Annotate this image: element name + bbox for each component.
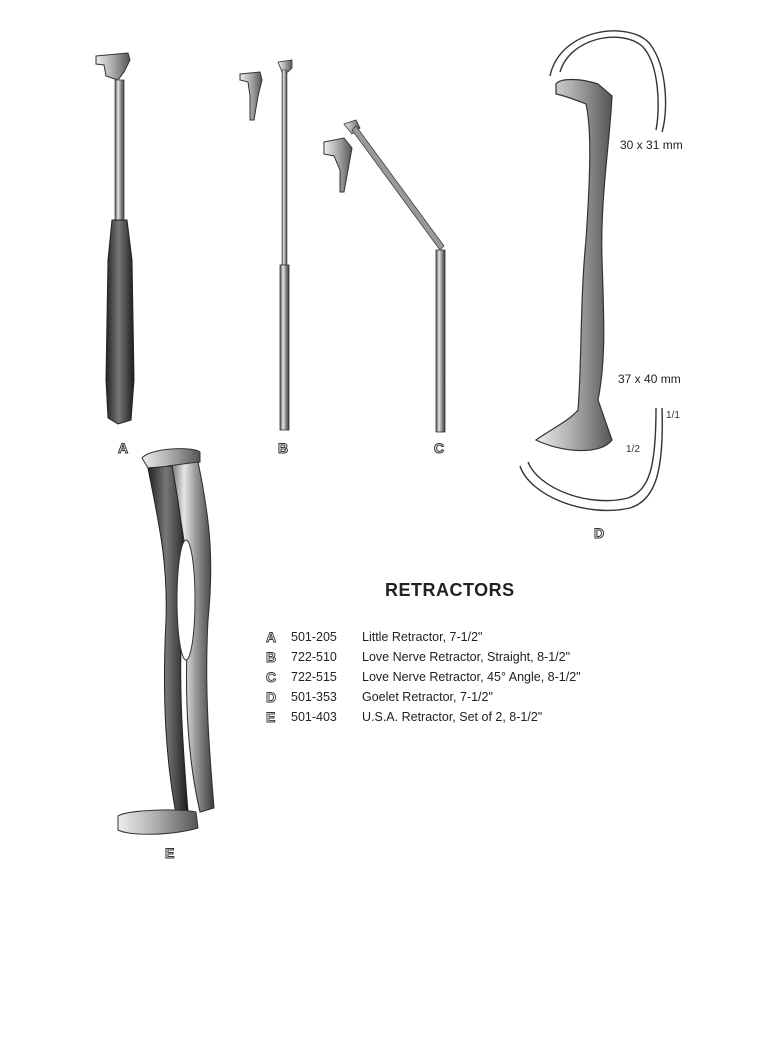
list-item <box>266 707 581 727</box>
list-item <box>266 687 581 707</box>
label-e: E <box>165 845 175 861</box>
item-letter: E <box>266 709 276 725</box>
item-code: 501-205 <box>291 630 337 644</box>
label-d: D <box>594 525 605 541</box>
label-a: A <box>118 440 129 456</box>
dimension-top: 30 x 31 mm <box>620 138 683 152</box>
item-letter: C <box>266 669 277 685</box>
item-description: Goelet Retractor, 7-1/2" <box>362 690 493 704</box>
label-c: C <box>434 440 445 456</box>
instrument-d <box>520 31 666 511</box>
instrument-c <box>324 120 445 432</box>
item-code: 501-403 <box>291 710 337 724</box>
instrument-b <box>240 60 292 430</box>
dimension-bottom: 37 x 40 mm <box>618 372 681 386</box>
catalog-title: RETRACTORS <box>385 580 515 600</box>
list-item <box>266 667 581 687</box>
list-item <box>266 627 581 647</box>
fraction-lower: 1/2 <box>626 444 640 455</box>
item-letter: B <box>266 649 277 665</box>
label-b: B <box>278 440 289 456</box>
instrument-a <box>96 53 134 424</box>
item-letter: D <box>266 689 277 705</box>
item-description: Love Nerve Retractor, 45° Angle, 8-1/2" <box>362 670 581 684</box>
item-description: Love Nerve Retractor, Straight, 8-1/2" <box>362 650 571 664</box>
item-code: 722-515 <box>291 670 337 684</box>
item-code: 722-510 <box>291 650 337 664</box>
item-description: Little Retractor, 7-1/2" <box>362 630 483 644</box>
item-description: U.S.A. Retractor, Set of 2, 8-1/2" <box>362 710 543 724</box>
list-item <box>266 647 581 667</box>
item-letter: A <box>266 629 277 645</box>
item-list <box>266 627 581 727</box>
item-code: 501-353 <box>291 690 337 704</box>
instrument-e <box>118 449 214 835</box>
fraction-upper: 1/1 <box>666 410 680 421</box>
